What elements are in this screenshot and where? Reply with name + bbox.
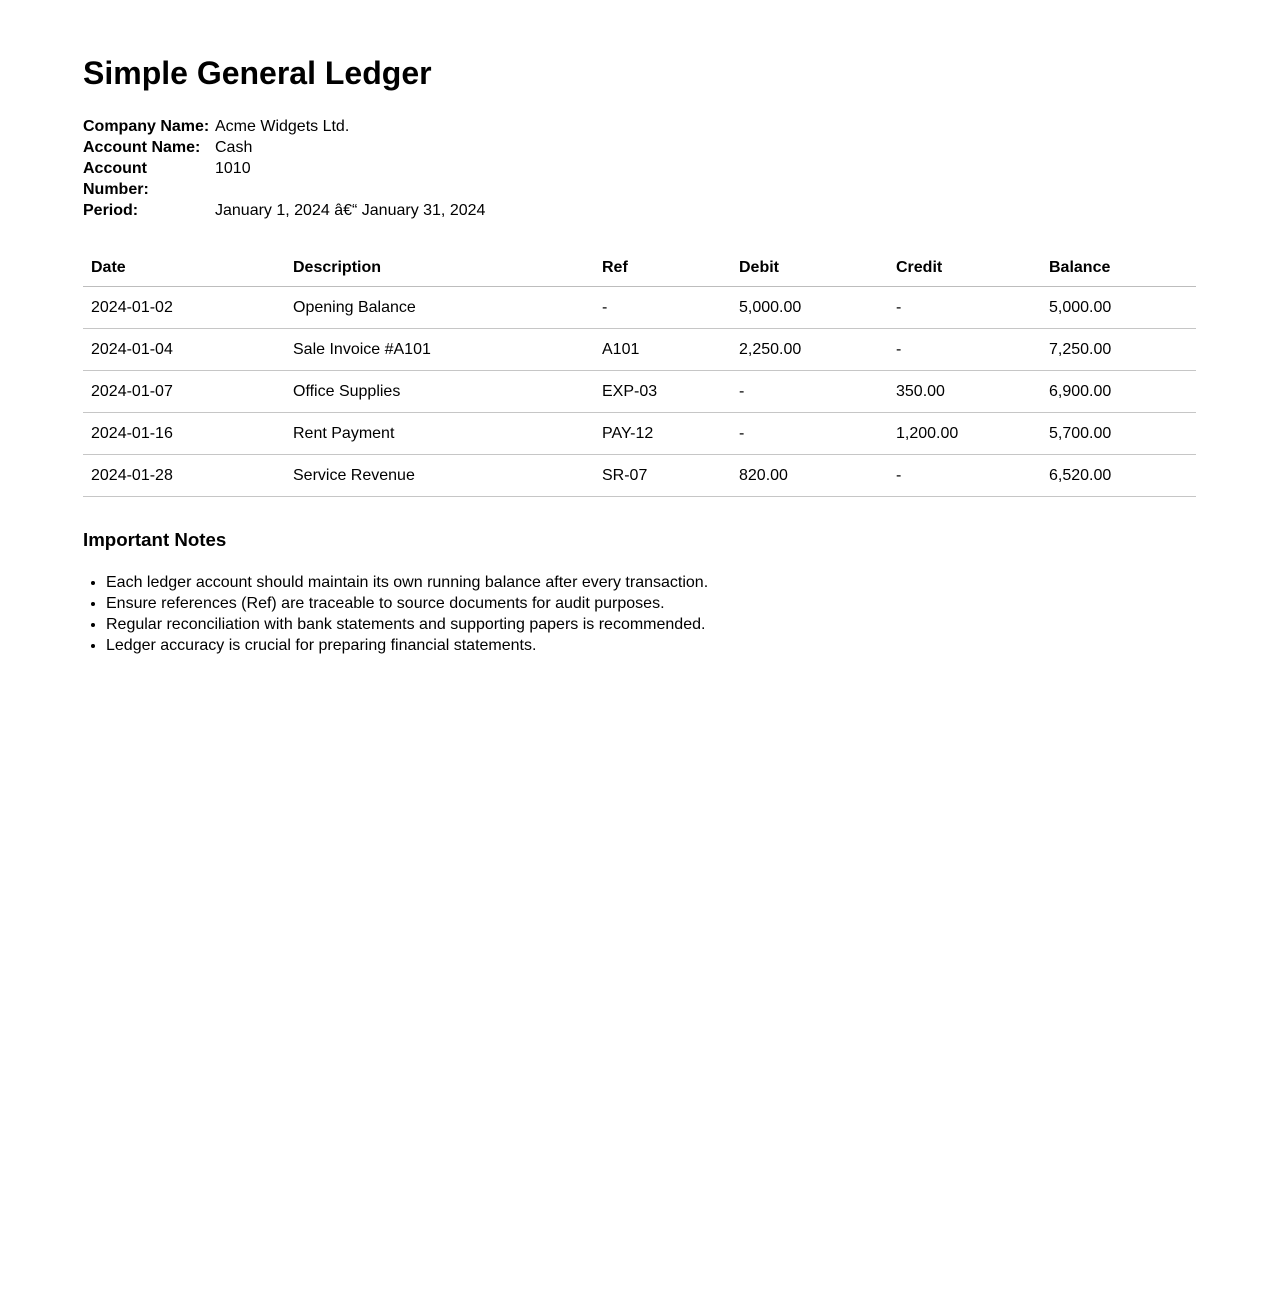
- cell-balance: 6,900.00: [1041, 371, 1196, 413]
- account-number-label: Account Number:: [83, 160, 149, 198]
- meta-row-period: [83, 200, 1196, 221]
- cell-description: Rent Payment: [285, 413, 594, 455]
- list-item: • Ledger accuracy is crucial for preparing financial statements.: [106, 635, 1196, 656]
- table-row: [83, 455, 1196, 497]
- notes-title: Important Notes: [83, 529, 227, 550]
- cell-date: 2024-01-07: [83, 371, 285, 413]
- meta-row-account-number: [83, 158, 1196, 200]
- column-header-balance: Balance: [1041, 250, 1196, 287]
- account-name-value: Cash: [215, 139, 253, 156]
- account-number-value: 1010: [215, 160, 251, 177]
- cell-description: Opening Balance: [285, 287, 594, 329]
- cell-description: Sale Invoice #A101: [285, 329, 594, 371]
- column-header-credit: Credit: [888, 250, 1041, 287]
- column-header-description: Description: [285, 250, 594, 287]
- cell-date: 2024-01-04: [83, 329, 285, 371]
- cell-balance: 7,250.00: [1041, 329, 1196, 371]
- cell-description: Service Revenue: [285, 455, 594, 497]
- cell-debit: -: [731, 413, 888, 455]
- table-row: [83, 287, 1196, 329]
- list-item: • Regular reconciliation with bank statements and supporting papers is recommended.: [106, 614, 1196, 635]
- cell-date: 2024-01-16: [83, 413, 285, 455]
- table-header-row: [83, 250, 1196, 287]
- cell-credit: -: [888, 287, 1041, 329]
- cell-debit: 5,000.00: [731, 287, 888, 329]
- cell-balance: 6,520.00: [1041, 455, 1196, 497]
- company-name-label: Company Name:: [83, 118, 210, 135]
- cell-balance: 5,700.00: [1041, 413, 1196, 455]
- cell-ref: SR-07: [594, 455, 731, 497]
- cell-ref: A101: [594, 329, 731, 371]
- cell-ref: EXP-03: [594, 371, 731, 413]
- cell-ref: -: [594, 287, 731, 329]
- cell-debit: 820.00: [731, 455, 888, 497]
- list-item: • Each ledger account should maintain its own running balance after every transaction.: [106, 572, 1196, 593]
- cell-credit: -: [888, 455, 1041, 497]
- account-metadata: [83, 116, 1196, 221]
- company-name-value: Acme Widgets Ltd.: [215, 118, 350, 135]
- cell-ref: PAY-12: [594, 413, 731, 455]
- account-name-label: Account Name:: [83, 139, 201, 156]
- cell-credit: 350.00: [888, 371, 1041, 413]
- period-value: January 1, 2024 â€“ January 31, 2024: [215, 202, 486, 219]
- cell-date: 2024-01-28: [83, 455, 285, 497]
- cell-credit: -: [888, 329, 1041, 371]
- cell-balance: 5,000.00: [1041, 287, 1196, 329]
- period-label: Period:: [83, 202, 139, 219]
- cell-debit: 2,250.00: [731, 329, 888, 371]
- cell-debit: -: [731, 371, 888, 413]
- meta-row-company-name: [83, 116, 1196, 137]
- list-item: • Ensure references (Ref) are traceable to source documents for audit purposes.: [106, 593, 1196, 614]
- table-row: [83, 329, 1196, 371]
- table-row: [83, 371, 1196, 413]
- cell-date: 2024-01-02: [83, 287, 285, 329]
- page-title: Simple General Ledger: [83, 55, 432, 91]
- cell-credit: 1,200.00: [888, 413, 1041, 455]
- column-header-debit: Debit: [731, 250, 888, 287]
- column-header-date: Date: [83, 250, 285, 287]
- notes-list: [83, 572, 1196, 656]
- meta-row-account-name: [83, 137, 1196, 158]
- cell-description: Office Supplies: [285, 371, 594, 413]
- table-row: [83, 413, 1196, 455]
- ledger-table: [83, 250, 1196, 497]
- column-header-ref: Ref: [594, 250, 731, 287]
